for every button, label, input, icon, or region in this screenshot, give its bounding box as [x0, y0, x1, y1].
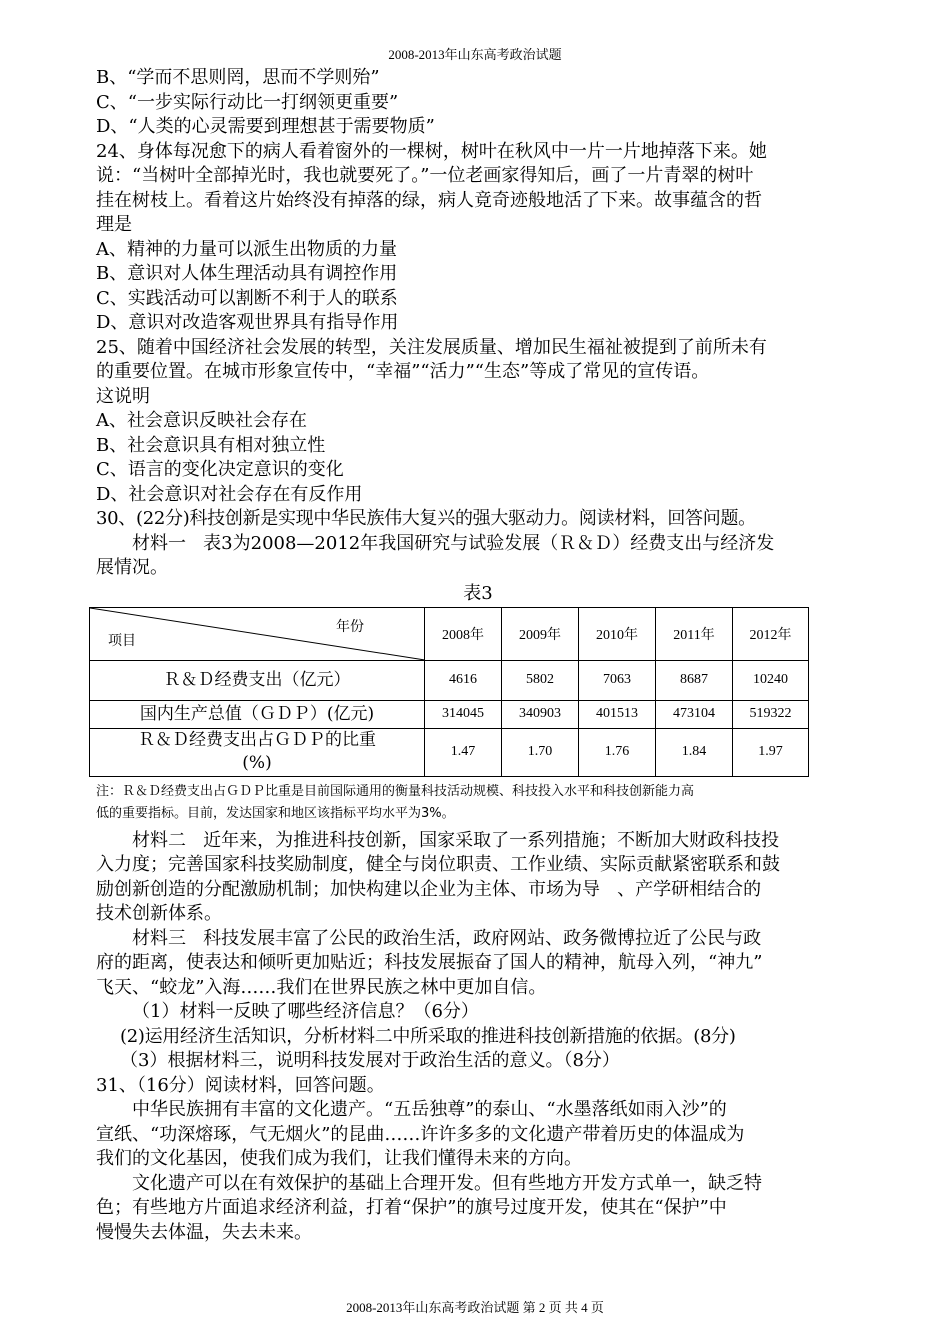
table-row-label-line: Ｒ＆Ｄ经费支出占ＧＤＰ的比重 — [138, 730, 376, 750]
q25-option-a: A、社会意识反映社会存在 — [96, 410, 307, 431]
table-year-header: 2010年 — [579, 607, 656, 660]
q31-para2-line: 慢慢失去体温，失去未来。 — [96, 1221, 312, 1243]
q25-stem-line: 这说明 — [96, 385, 150, 407]
q24-option-b: B、意识对人体生理活动具有调控作用 — [96, 263, 398, 284]
table-cell: 519322 — [733, 700, 809, 728]
table-year-header: 2008年 — [425, 607, 502, 660]
corner-year-label: 年份 — [336, 619, 364, 635]
table-cell: 1.97 — [733, 728, 809, 776]
q31-para2-line: 色；有些地方片面追求经济利益，打着“保护”的旗号过度开发，使其在“保护”中 — [96, 1197, 727, 1218]
table-cell: 10240 — [733, 660, 809, 700]
q30-question: (2)运用经济生活知识，分析材料二中所采取的推进科技创新措施的依据。(8分) — [120, 1025, 736, 1047]
table-cell: 473104 — [656, 700, 733, 728]
q30-material2-line: 技术创新体系。 — [96, 903, 222, 924]
q24-option-a: A、精神的力量可以派生出物质的力量 — [96, 238, 397, 260]
q25-option-d: D、社会意识对社会存在有反作用 — [96, 483, 363, 505]
q30-material3-line: 飞天、“蛟龙”入海……我们在世界民族之林中更加自信。 — [96, 976, 547, 998]
table-row-label — [90, 728, 425, 776]
q25-stem-line: 的重要位置。在城市形象宣传中，“幸福”“活力”“生态”等成了常见的宣传语。 — [96, 361, 710, 382]
table-note-line: 注：Ｒ＆Ｄ经费支出占ＧＤＰ比重是目前国际通用的衡量科技活动规模、科技投入水平和科技创新能力高 — [96, 783, 695, 799]
table-year-header: 2011年 — [656, 607, 733, 660]
table-cell: 1.84 — [656, 728, 733, 776]
page-footer: 2008-2013年山东高考政治试题 第 2 页 共 4 页 — [346, 1300, 604, 1315]
q24-option-c: C、实践活动可以割断不利于人的联系 — [96, 287, 398, 309]
table-row-label: Ｒ＆Ｄ经费支出（亿元） — [90, 660, 425, 700]
q30-material1-line: 展情况。 — [96, 557, 168, 578]
q25-option-b: B、社会意识具有相对独立性 — [96, 434, 326, 456]
q30-material1-line: 材料一 表3为2008—2012年我国研究与试验发展（Ｒ＆Ｄ）经费支出与经济发 — [132, 532, 775, 554]
q24-stem-line: 挂在树枝上。看着这片始终没有掉落的绿，病人竟奇迹般地活了下来。故事蕴含的哲 — [96, 189, 762, 211]
table-cell: 314045 — [425, 700, 502, 728]
table-cell: 8687 — [656, 660, 733, 700]
q24-stem-line: 24、身体每况愈下的病人看着窗外的一棵树，树叶在秋风中一片一片地掉落下来。她 — [96, 140, 767, 162]
q24-stem-line: 说：“当树叶全部掉光时，我也就要死了。”一位老画家得知后，画了一片青翠的树叶 — [96, 165, 754, 186]
q30-material2-line: 励创新创造的分配激励机制；加快构建以企业为主体、市场为导 、产学研相结合的 — [96, 878, 762, 900]
table-cell: 1.70 — [502, 728, 579, 776]
q25-stem-line: 25、随着中国经济社会发展的转型，关注发展质量、增加民生福祉被提到了前所未有 — [96, 336, 767, 358]
q24-stem-line: 理是 — [96, 214, 132, 235]
q31-para1-line: 中华民族拥有丰富的文化遗产。“五岳独尊”的泰山、“水墨落纸如雨入沙”的 — [132, 1099, 727, 1120]
table-cell: 4616 — [425, 660, 502, 700]
rd-table — [89, 607, 809, 777]
table-year-header: 2009年 — [502, 607, 579, 660]
table-title: 表3 — [463, 582, 493, 604]
corner-diagonal-line — [90, 608, 425, 660]
q30-material3-line: 府的距离，使表达和倾听更加贴近；科技发展振奋了国人的精神，航母入列，“神九” — [96, 952, 763, 973]
q23-option-c: C、“一步实际行动比一打纲领更重要” — [96, 91, 399, 113]
table-row-label-unit: (%) — [242, 753, 272, 773]
q30-material2-line: 材料二 近年来，为推进科技创新，国家采取了一系列措施；不断加大财政科技投 — [132, 829, 780, 851]
q23-option-b: B、“学而不思则罔，思而不学则殆” — [96, 67, 380, 88]
q31-para2-line: 文化遗产可以在有效保护的基础上合理开发。但有些地方开发方式单一，缺乏特 — [132, 1172, 762, 1194]
table-row — [90, 700, 809, 728]
q25-option-c: C、语言的变化决定意识的变化 — [96, 459, 344, 480]
q30-stem: 30、(22分)科技创新是实现中华民族伟大复兴的强大驱动力。阅读材料，回答问题。 — [96, 508, 756, 529]
page-header: 2008-2013年山东高考政治试题 — [388, 47, 562, 62]
table-cell: 340903 — [502, 700, 579, 728]
table-cell: 401513 — [579, 700, 656, 728]
q23-option-d: D、“人类的心灵需要到理想甚于需要物质” — [96, 116, 435, 137]
table-cell: 1.47 — [425, 728, 502, 776]
table-year-header: 2012年 — [733, 607, 809, 660]
table-cell: 1.76 — [579, 728, 656, 776]
corner-item-label: 项目 — [108, 633, 136, 649]
table-header-row — [90, 607, 809, 660]
table-corner-cell — [90, 607, 425, 660]
q30-question: （3）根据材料三，说明科技发展对于政治生活的意义。（8分） — [120, 1050, 620, 1071]
q30-material3-line: 材料三 科技发展丰富了公民的政治生活，政府网站、政务微博拉近了公民与政 — [132, 927, 762, 949]
table-cell: 5802 — [502, 660, 579, 700]
table-note-line: 低的重要指标。目前，发达国家和地区该指标平均水平为3%。 — [96, 805, 455, 821]
q31-para1-line: 我们的文化基因，使我们成为我们，让我们懂得未来的方向。 — [96, 1148, 582, 1169]
q31-para1-line: 宣纸、“功深熔琢，气无烟火”的昆曲……许许多多的文化遗产带着历史的体温成为 — [96, 1123, 745, 1145]
table-row — [90, 660, 809, 700]
q30-question: （1）材料一反映了哪些经济信息？（6分） — [132, 1001, 479, 1022]
table-row — [90, 728, 809, 776]
q31-stem: 31、（16分）阅读材料，回答问题。 — [96, 1074, 385, 1096]
page-content — [96, 66, 860, 1245]
table-cell: 7063 — [579, 660, 656, 700]
table-row-label: 国内生产总值（ＧＤＰ）(亿元) — [90, 700, 425, 728]
q30-material2-line: 入力度；完善国家科技奖励制度，健全与岗位职责、工作业绩、实际贡献紧密联系和鼓 — [96, 854, 780, 875]
q24-option-d: D、意识对改造客观世界具有指导作用 — [96, 312, 399, 333]
